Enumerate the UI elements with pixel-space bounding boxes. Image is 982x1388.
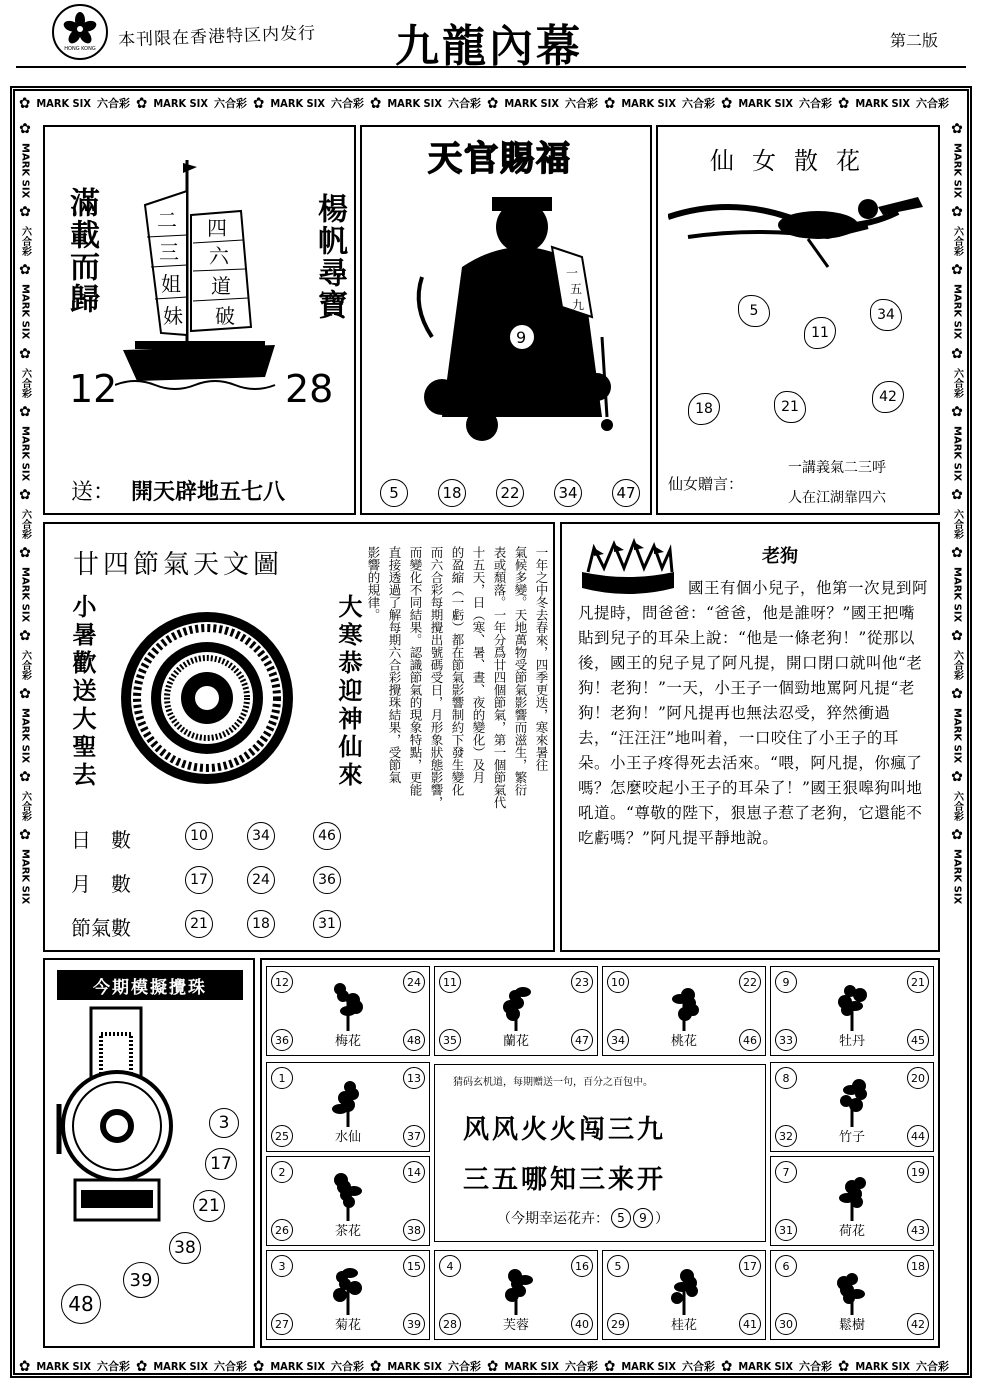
draw-ball: 17 [205, 1148, 237, 1180]
border-word: MARK SIX [270, 1359, 325, 1373]
left-verse: 滿載而歸 [64, 187, 99, 315]
flower-icon: ✿ [19, 262, 31, 279]
god-panel [360, 125, 652, 515]
fairy-flower-number: 42 [872, 381, 904, 413]
flower-number: 42 [907, 1313, 929, 1335]
header [0, 0, 982, 70]
lucky-label: （今期幸运花卉： [497, 1211, 609, 1227]
flower-number: 11 [439, 971, 461, 993]
solar-text-block [366, 546, 551, 946]
flower-number: 4 [439, 1255, 461, 1277]
lucky-end: ） [655, 1211, 669, 1227]
flower-number: 24 [403, 971, 425, 993]
flower-cell [602, 966, 766, 1056]
border-word: MARK SIX [36, 1359, 91, 1373]
story-title: 老狗 [762, 546, 798, 567]
fairy-flower-number: 18 [688, 393, 720, 425]
flower-icon: ✿ [487, 1357, 499, 1375]
god-ball-number: 9 [516, 328, 527, 347]
flower-icon: ✿ [136, 1357, 148, 1375]
row-label: 節氣數 [71, 916, 131, 940]
flower-number: 14 [403, 1161, 425, 1183]
flower-icon: ✿ [19, 486, 31, 503]
border-word: MARK SIX [504, 96, 559, 110]
border-word: MARK SIX [19, 425, 31, 481]
page-number: 第二版 [890, 31, 939, 50]
flower-number: 28 [439, 1313, 461, 1335]
fairy-flower-number: 11 [804, 317, 836, 349]
flower-name: 菊花 [334, 1318, 361, 1333]
draw-ball: 21 [193, 1190, 225, 1222]
flower-cell [266, 1156, 430, 1246]
flower-icon [320, 1075, 376, 1129]
solar-text-column: 十五天，日（寒、暑、晝、夜的變化）及月 [471, 546, 486, 784]
god-title: 天官賜福 [428, 139, 572, 179]
solar-text-column: 氣候多變。天地萬物受節氣影響而滋生，繁衍 [513, 546, 528, 796]
flower-number: 1 [271, 1067, 293, 1089]
header-rule [16, 66, 966, 68]
flower-number: 36 [271, 1029, 293, 1051]
flower-cell [770, 1156, 934, 1246]
top-border-strip [16, 92, 966, 114]
sail-char: 二 [157, 208, 177, 232]
flower-icon [320, 1169, 376, 1223]
flower-name: 梅花 [334, 1034, 361, 1049]
flower-number: 12 [271, 971, 293, 993]
border-word: MARK SIX [504, 1359, 559, 1373]
send-label: 送： [71, 480, 116, 505]
solar-left-verse: 小暑歡送大聖去 [68, 594, 97, 790]
flower-number: 16 [571, 1255, 593, 1277]
border-word: 六合彩 [448, 97, 481, 110]
solar-text-column: 表或頹落。一年分爲廿四個節氣，第一個節氣代 [492, 546, 507, 809]
number-ball: 10 [185, 822, 213, 850]
sail-char: 破 [215, 304, 235, 328]
solar-right-verse: 大寒恭迎神仙來 [334, 594, 363, 790]
flower-icon: ✿ [721, 1357, 733, 1375]
flower-number: 23 [571, 971, 593, 993]
border-word: MARK SIX [951, 566, 963, 623]
flower-number: 20 [907, 1067, 929, 1089]
lucky-number: 5 [611, 1208, 631, 1228]
flower-icon: ✿ [19, 345, 31, 362]
border-word: MARK SIX [19, 284, 31, 340]
border-word: 六合彩 [19, 226, 31, 257]
border-word: MARK SIX [387, 1359, 442, 1373]
solar-text-column: 影響的規律。 [366, 546, 381, 621]
number-ball: 46 [313, 822, 341, 850]
flower-icon: ✿ [951, 686, 963, 703]
flower-number: 46 [739, 1029, 761, 1051]
border-word: MARK SIX [951, 284, 963, 340]
left-border-strip [14, 118, 36, 1348]
flower-icon: ✿ [19, 204, 31, 221]
border-word: MARK SIX [19, 566, 31, 623]
flower-icon: ✿ [951, 544, 963, 561]
flower-icon: ✿ [487, 94, 499, 112]
draw-title: 今期模擬攪珠 [57, 970, 243, 1000]
flower-cell [770, 966, 934, 1056]
number-ball: 5 [380, 479, 408, 507]
flower-number: 48 [403, 1029, 425, 1051]
border-word: 六合彩 [331, 97, 364, 110]
border-word: 六合彩 [565, 1360, 598, 1373]
flower-icon: ✿ [19, 544, 31, 561]
border-word: MARK SIX [19, 849, 31, 905]
flower-number: 19 [907, 1161, 929, 1183]
number-ball: 47 [612, 479, 640, 507]
flower-cell [266, 1250, 430, 1340]
border-word: MARK SIX [738, 96, 793, 110]
simulated-draw-panel [43, 958, 255, 1348]
flower-icon: ✿ [19, 827, 31, 844]
flower-number: 33 [775, 1029, 797, 1051]
fairy-flower-number: 5 [738, 295, 770, 327]
flower-cell [770, 1062, 934, 1152]
flower-icon: ✿ [136, 94, 148, 112]
flower-icon: ✿ [951, 121, 963, 137]
number-ball: 22 [496, 479, 524, 507]
bottom-border-strip [16, 1355, 966, 1377]
flower-number: 13 [403, 1067, 425, 1089]
flower-icon [320, 1263, 376, 1317]
flower-icon: ✿ [838, 1357, 850, 1375]
flower-number: 10 [607, 971, 629, 993]
flower-number: 8 [775, 1067, 797, 1089]
border-word: 六合彩 [951, 791, 963, 822]
solar-wheel-illustration [117, 608, 297, 788]
border-word: MARK SIX [621, 96, 676, 110]
solar-title: 廿四節氣天文圖 [73, 550, 284, 580]
flower-icon: ✿ [604, 1357, 616, 1375]
border-word: 六合彩 [682, 1360, 715, 1373]
number-ball: 34 [554, 479, 582, 507]
flower-icon: ✿ [951, 262, 963, 279]
border-word: 六合彩 [799, 1360, 832, 1373]
fairy-panel [656, 125, 940, 515]
border-word: MARK SIX [270, 96, 325, 110]
flower-icon: ✿ [253, 1357, 265, 1375]
flower-number: 21 [907, 971, 929, 993]
border-word: 六合彩 [951, 367, 963, 398]
border-word: MARK SIX [855, 1359, 910, 1373]
draw-ball: 3 [209, 1108, 239, 1138]
flower-cell [434, 966, 598, 1056]
flower-icon: ✿ [370, 1357, 382, 1375]
flower-icon: ✿ [838, 94, 850, 112]
flower-number: 5 [607, 1255, 629, 1277]
flower-number: 2 [271, 1161, 293, 1183]
sail-char: 道 [211, 274, 231, 298]
number-ball: 24 [247, 866, 275, 894]
border-word: 六合彩 [951, 650, 963, 681]
flower-icon: ✿ [19, 403, 31, 420]
flower-icon: ✿ [370, 94, 382, 112]
border-word: 六合彩 [916, 97, 949, 110]
draw-machine-illustration [55, 1004, 185, 1234]
flower-icon [320, 979, 376, 1033]
flower-number: 40 [571, 1313, 593, 1335]
border-word: 六合彩 [19, 650, 31, 681]
draw-ball: 48 [61, 1284, 101, 1324]
flower-cell [266, 966, 430, 1056]
flower-number: 31 [775, 1219, 797, 1241]
flower-number: 26 [271, 1219, 293, 1241]
emblem-text: HONG KONG [64, 46, 96, 52]
border-word: MARK SIX [951, 143, 963, 199]
page-title: 九龍內幕 [395, 21, 583, 72]
flower-icon: ✿ [19, 121, 31, 137]
flower-icon: ✿ [951, 769, 963, 786]
border-word: 六合彩 [682, 97, 715, 110]
flower-cell [266, 1062, 430, 1152]
border-word: MARK SIX [951, 708, 963, 764]
flower-number: 38 [403, 1219, 425, 1241]
row-label: 日 數 [71, 828, 131, 852]
flower-icon: ✿ [951, 204, 963, 221]
border-word: 六合彩 [97, 1360, 130, 1373]
flower-number: 47 [571, 1029, 593, 1051]
flower-number: 35 [439, 1029, 461, 1051]
flower-number: 29 [607, 1313, 629, 1335]
solar-text-column: 而變化不同結果。認識節氣的現象特點，更能 [408, 546, 423, 796]
flower-icon [824, 1263, 880, 1317]
flower-icon [488, 979, 544, 1033]
border-word: MARK SIX [951, 425, 963, 481]
scroll-char: 五 [570, 282, 583, 296]
lucky-flower-line [497, 1205, 669, 1231]
flower-icon: ✿ [951, 827, 963, 844]
flower-icon [488, 1263, 544, 1317]
border-word: MARK SIX [36, 96, 91, 110]
solar-number-table [67, 820, 357, 944]
flower-icon: ✿ [19, 94, 31, 112]
flower-icon [824, 1169, 880, 1223]
fairy-gift-line-1: 一講義氣二三呼 [788, 460, 886, 476]
border-word: 六合彩 [565, 97, 598, 110]
flower-number: 30 [775, 1313, 797, 1335]
solar-text-column: 一年之中冬去春來，四季更迭，寒來暑往 [534, 546, 549, 771]
flower-icon: ✿ [19, 686, 31, 703]
scroll-char: 九 [572, 298, 585, 312]
border-word: 六合彩 [916, 1360, 949, 1373]
border-word: 六合彩 [951, 508, 963, 539]
border-word: MARK SIX [153, 96, 208, 110]
border-word: 六合彩 [331, 1360, 364, 1373]
flower-number: 39 [403, 1313, 425, 1335]
god-number-row [380, 479, 640, 509]
draw-ball: 39 [123, 1262, 159, 1298]
right-border-strip [946, 118, 968, 1348]
flower-icon: ✿ [951, 403, 963, 420]
story-text: 國王有個小兒子，他第一次見到阿凡提時，問爸爸：“爸爸，他是誰呀？”國王把嘴貼到兒子的耳朵上說：“他是一條老狗！”從那以後，國王的兒子見了阿凡提，開口閉口就叫他“老狗！老狗！”一天，小王子一個勁地罵阿凡提“老狗！老狗！”阿凡提再也無法忍受，猝然衝過去，“汪汪汪”地叫着，一口咬住了小王子的耳朵。小王子疼得死去活來。“喂，阿凡提，你瘋了嗎？怎麼咬起小王子的耳朵了！”國王狠嗥狗叫地吼道。“尊敬的陛下，狠崽子惹了老狗，它還能不吃虧嗎？”阿凡提平靜地說。 [578, 579, 929, 847]
number-ball: 21 [185, 910, 213, 938]
flower-name: 茶花 [334, 1224, 361, 1239]
flower-number: 41 [739, 1313, 761, 1335]
hong-kong-emblem [52, 4, 108, 60]
story-panel [560, 522, 940, 952]
flower-icon [656, 979, 712, 1033]
flower-name: 鬆樹 [838, 1318, 865, 1333]
flower-name: 桃花 [670, 1034, 697, 1049]
scroll-char: 一 [566, 266, 579, 280]
flower-number: 7 [775, 1161, 797, 1183]
flower-name: 牡丹 [838, 1034, 865, 1049]
flower-icon: ✿ [19, 628, 31, 645]
border-word: MARK SIX [387, 96, 442, 110]
flower-number: 34 [607, 1029, 629, 1051]
flower-number: 15 [403, 1255, 425, 1277]
flower-icon [824, 1075, 880, 1129]
flower-number: 17 [739, 1255, 761, 1277]
border-word: 六合彩 [19, 508, 31, 539]
flower-number: 9 [775, 971, 797, 993]
number-ball: 34 [247, 822, 275, 850]
solar-terms-panel [43, 522, 555, 952]
border-word: MARK SIX [621, 1359, 676, 1373]
tagline: 本刊限在香港特区内发行 [117, 23, 317, 51]
flower-number: 37 [403, 1125, 425, 1147]
solar-text-column: 而六合彩每期攪出號碼受日，月形象狀態影響， [429, 546, 444, 809]
flower-icon: ✿ [951, 628, 963, 645]
border-word: 六合彩 [214, 1360, 247, 1373]
sail-char: 四 [207, 216, 227, 240]
flower-number: 25 [271, 1125, 293, 1147]
border-word: 六合彩 [19, 791, 31, 822]
number-ball: 31 [313, 910, 341, 938]
number-ball: 18 [247, 910, 275, 938]
sail-char: 妹 [163, 304, 183, 328]
flower-icon: ✿ [19, 769, 31, 786]
flower-number: 27 [271, 1313, 293, 1335]
border-word: MARK SIX [19, 708, 31, 764]
flower-number: 3 [271, 1255, 293, 1277]
junk-boat-illustration [115, 155, 285, 395]
fairy-gift-line-2: 人在江湖靠四六 [788, 490, 886, 506]
poem-line-2: 三五哪知三来开 [463, 1165, 667, 1195]
fairy-flower-number: 34 [870, 299, 902, 331]
flower-cell [770, 1250, 934, 1340]
row-label: 月 數 [71, 872, 131, 896]
fairy-gift-label: 仙女贈言： [668, 475, 744, 493]
flower-number: 32 [775, 1125, 797, 1147]
border-word: MARK SIX [951, 849, 963, 905]
flower-name: 荷花 [838, 1224, 865, 1239]
border-word: MARK SIX [19, 143, 31, 199]
flower-name: 水仙 [334, 1130, 361, 1145]
boat-panel [43, 125, 356, 515]
flower-name: 桂花 [670, 1318, 697, 1333]
border-word: 六合彩 [951, 226, 963, 257]
sail-char: 六 [209, 244, 229, 268]
flying-fairy-illustration [668, 187, 928, 277]
border-word: 六合彩 [97, 97, 130, 110]
flower-icon: ✿ [951, 486, 963, 503]
sail-char: 姐 [161, 272, 181, 296]
flower-name: 竹子 [838, 1130, 865, 1145]
draw-ball: 38 [169, 1232, 201, 1264]
fairy-title: 仙女散花 [710, 147, 878, 175]
border-word: 六合彩 [214, 97, 247, 110]
flower-cell [602, 1250, 766, 1340]
border-word: 六合彩 [448, 1360, 481, 1373]
flower-name: 蘭花 [502, 1034, 529, 1049]
boat-number-left: 12 [69, 367, 118, 411]
number-ball: 17 [185, 866, 213, 894]
border-word: MARK SIX [153, 1359, 208, 1373]
number-ball: 18 [438, 479, 466, 507]
flower-icon [656, 1263, 712, 1317]
border-word: MARK SIX [855, 96, 910, 110]
border-word: 六合彩 [19, 367, 31, 398]
flower-number: 6 [775, 1255, 797, 1277]
flower-number: 43 [907, 1219, 929, 1241]
border-word: 六合彩 [799, 97, 832, 110]
lucky-number: 9 [633, 1208, 653, 1228]
flower-icon: ✿ [253, 94, 265, 112]
flower-icon: ✿ [19, 1357, 31, 1375]
bauhinia-icon [63, 12, 97, 46]
flower-number: 18 [907, 1255, 929, 1277]
god-of-fortune-illustration [402, 187, 622, 467]
flower-number: 45 [907, 1029, 929, 1051]
flower-icon: ✿ [721, 94, 733, 112]
number-ball: 36 [313, 866, 341, 894]
flower-cell [434, 1250, 598, 1340]
sail-char: 三 [159, 240, 179, 264]
border-word: MARK SIX [738, 1359, 793, 1373]
solar-text-column: 的盈縮（一虧）都在節氣影響制約下發生變化 [450, 546, 465, 796]
flower-icon: ✿ [951, 345, 963, 362]
flower-name: 芙蓉 [502, 1318, 529, 1333]
flower-icon: ✿ [604, 94, 616, 112]
solar-text-column: 直接透過了解每期六合彩攪珠結果，受節氣 [387, 546, 402, 784]
poem-line-1: 风风火火闯三九 [463, 1115, 667, 1145]
right-verse: 楊帆尋寶 [312, 193, 347, 321]
send-text: 開天辟地五七八 [131, 479, 286, 505]
boat-number-right: 28 [285, 367, 334, 411]
flower-number: 44 [907, 1125, 929, 1147]
flower-icon [824, 979, 880, 1033]
poem-note: 猜码玄机道，每期赠送一句，百分之百包中。 [453, 1077, 653, 1088]
poem-box [434, 1064, 766, 1242]
flower-number: 22 [739, 971, 761, 993]
fairy-flower-number: 21 [774, 391, 806, 423]
